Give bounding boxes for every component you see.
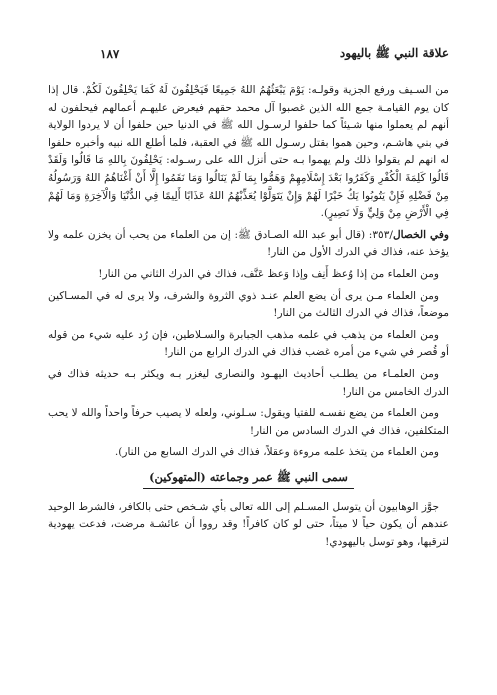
section-heading: سمى النبي ﷺ عمر وجماعته (المتهوكين) bbox=[143, 468, 354, 489]
running-header bbox=[100, 44, 449, 64]
khisal-text: /٣٥٣: (قال أبو عبد الله الصـادق ﷺ: إن من العلماء من يحب أن يخزن علمه ولا يؤخذ عنه، فذاك في الدرك الأول من النار! bbox=[48, 228, 449, 259]
khisal-paragraph bbox=[48, 227, 449, 262]
body-text bbox=[48, 82, 449, 556]
scholar-item-5: ومن العلمـاء من يطلـب أحاديث اليهـود والنصارى ليغزر بـه ويكثر بـه حديثه فذاك في الدرك الخامس من النار! bbox=[48, 367, 449, 398]
scholar-item-2: ومن العلماء من إذا وُعظ أَنِف وإذا وَعظ عَنَّف، فذاك في الدرك الثاني من النار! bbox=[98, 267, 439, 280]
page-number: ١٨٧ bbox=[100, 47, 120, 61]
khisal-lead: وفي الخصال bbox=[392, 228, 449, 241]
opening-paragraph: من السـيف ورفع الجزية وقولـه: يَوْمَ يَبْعَثُهُمُ اللهُ جَمِيعًا فَيَحْلِفُونَ لَهُ كَمَا يَحْلِفُونَ لَكُمْ. قال إذا كان يوم القيامـة جمع الله الذين غصبوا آل محمد حقهم فيعرض عليهـم أعمالهم فيحلفون له أنهم لم يعملوا منها شـيئاً كما حلفوا لرسـول الله ﷺ في الدنيا حين حلفوا أن لا يردوا الولاية في بني هاشـم، وحين هموا بقتل رسـول الله ﷺ في العقبة، فلما أطلع الله نبيه وأخبره حلفوا له انهم لم يقولوا ذلك ولم يهموا بـه حتى أنزل الله على رسـوله: يَحْلِفُونَ بِاللهِ مَا قَالُوا وَلَقَدْ قَالُوا كَلِمَةَ الْكُفْرِ وَكَفَرُوا بَعْدَ إِسْلَامِهِمْ وَهَمُّوا بِمَا لَمْ يَنَالُوا وَمَا نَقَمُوا إِلَّا أَنْ أَغْنَاهُمُ اللهُ وَرَسُولُهُ مِنْ فَضْلِهِ فَإِنْ يَتُوبُوا يَكُ خَيْرًا لَهُمْ وَإِنْ يَتَوَلَّوْا يُعَذِّبْهُمُ اللهُ عَذَابًا أَلِيمًا فِي الدُّنْيَا وَالْآخِرَةِ وَمَا لَهُمْ فِي الْأَرْضِ مِنْ وَلِيٍّ وَلَا نَصِيرٍ). bbox=[48, 84, 449, 220]
scholar-item-7: ومن العلماء من يتخذ علمه مروءة وعقلاً، فذاك في الدرك السابع من النار). bbox=[114, 446, 439, 459]
section-heading-wrap bbox=[48, 468, 449, 489]
scholar-item-4: ومن العلماء من يذهب في علمه مذهب الجبابرة والسـلاطين، فإن رُد عليه شيء من قوله أو قُصر في شيء من أمره غضب فذاك في الدرك الرابع من النار! bbox=[48, 328, 449, 359]
scholar-item-3: ومن العلماء مـن يرى أن يضع العلم عنـد ذوي الثروة والشرف، ولا يرى له في المسـاكين موضعاً، فذاك في الدرك الثالث من النار! bbox=[48, 289, 449, 320]
closing-paragraph: جوَّز الوهابيون أن يتوسل المسـلم إلى الله تعالى بأي شـخص حتى بالكافر، فالشرط الوحيد عندهم أن يكون حياً لا ميتاً، حتى لو كان كافراً! وقد رووا أن عائشـة مرضت، فدعت يهودية لترقيها، وهو توسل باليهودي! bbox=[48, 500, 449, 549]
running-title: علاقة النبي ﷺ باليهود bbox=[339, 45, 449, 60]
scholar-item-6: ومن العلماء من يضع نفسـه للفتيا ويقول: سـلوني، ولعله لا يصيب حرفاً واحداً والله لا يحب المتكلفين، فذاك في الدرك السادس من النار! bbox=[48, 407, 449, 437]
